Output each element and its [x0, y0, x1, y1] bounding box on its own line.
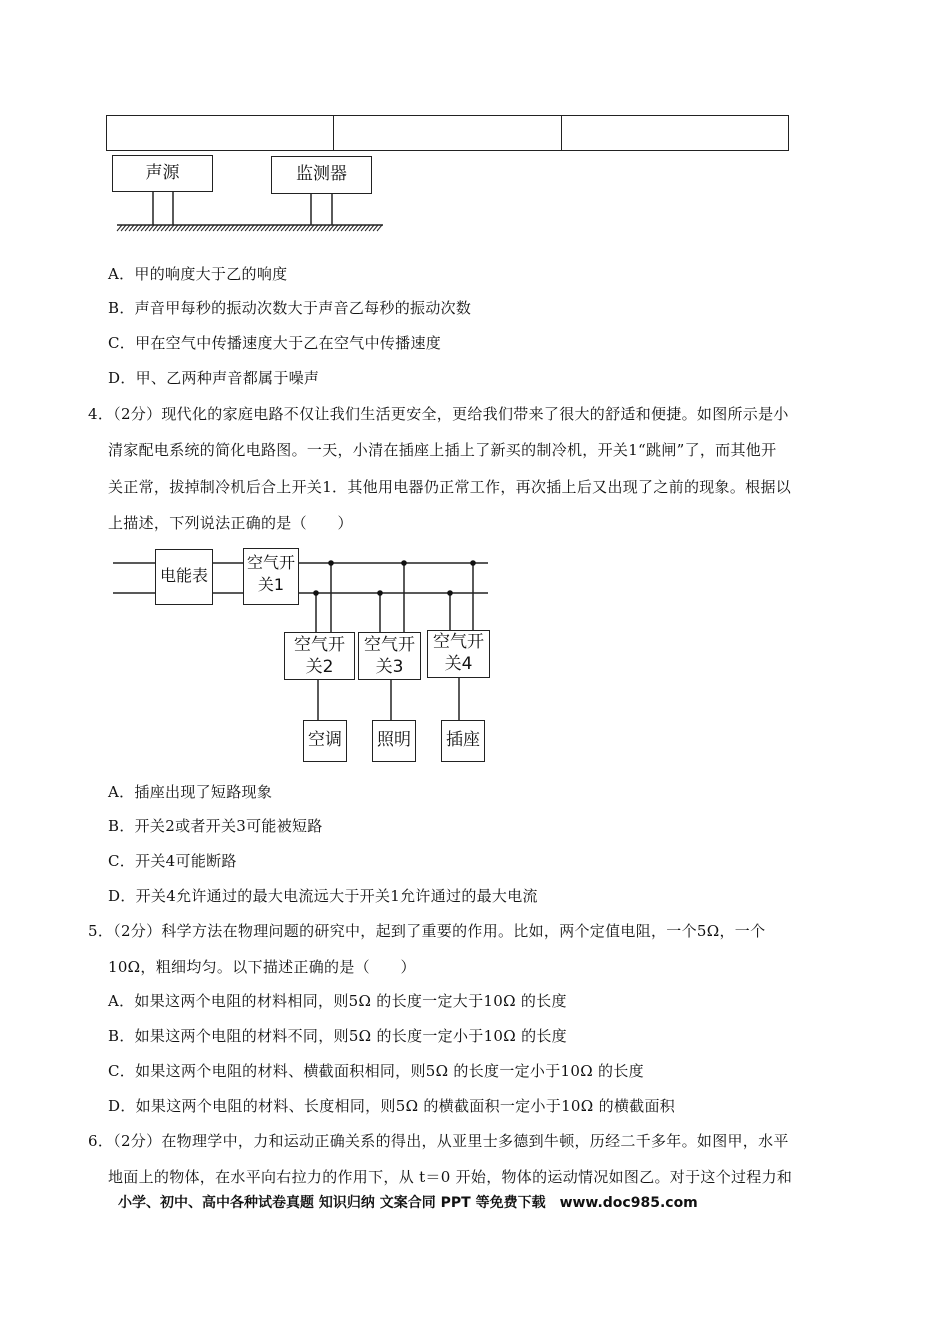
switch-label: 关2: [305, 657, 334, 677]
switch-label: 空气开: [364, 635, 415, 655]
switch-label: 空气开: [433, 632, 484, 652]
switch-label: 空气开: [246, 553, 295, 572]
q4-option-b: B．开关2或者开关3可能被短路: [108, 817, 323, 835]
q5-stem-line: 10Ω，粗细均匀。以下描述正确的是（ ）: [108, 958, 416, 976]
electric-meter-label: 电能表: [159, 566, 208, 585]
q5-option-b: B．如果这两个电阻的材料不同，则5Ω 的长度一定小于10Ω 的长度: [108, 1027, 567, 1045]
q4-option-a: A．插座出现了短路现象: [108, 783, 273, 801]
q3-option-a: A．甲的响度大于乙的响度: [108, 265, 288, 283]
page-footer: 小学、初中、高中各种试卷真题 知识归纳 文案合同 PPT 等免费下载 www.doc985.com: [118, 1195, 698, 1211]
load-label: 插座: [446, 730, 480, 750]
q4-option-c: C．开关4可能断路: [108, 852, 237, 870]
switch-label: 空气开: [294, 635, 345, 655]
q4-option-d: D．开关4允许通过的最大电流远大于开关1允许通过的最大电流: [108, 887, 538, 905]
q4-stem-line: 清家配电系统的简化电路图。一天，小清在插座上插上了新买的制冷机，开关1“跳闸”了，而其他开: [108, 441, 777, 459]
air-switch-4: [427, 630, 490, 678]
sound-source-label: 声源: [145, 163, 180, 183]
q6-stem-line: 地面上的物体，在水平向右拉力的作用下，从 t＝0 开始，物体的运动情况如图乙。对于这个过程力和: [108, 1168, 793, 1186]
load-lighting: [372, 720, 416, 762]
q3-option-c: C．甲在空气中传播速度大于乙在空气中传播速度: [108, 334, 442, 352]
load-socket: [441, 720, 485, 762]
q5-option-d: D．如果这两个电阻的材料、长度相同，则5Ω 的横截面积一定小于10Ω 的横截面积: [108, 1097, 676, 1115]
q4-stem-line: 4．（2分）现代化的家庭电路不仅让我们生活更安全，更给我们带来了很大的舒适和便捷。如图所示是小: [88, 405, 789, 423]
q5-stem-line: 5．（2分）科学方法在物理问题的研究中，起到了重要的作用。比如，两个定值电阻，一个5Ω，一个: [88, 922, 766, 940]
monitor-label: 监测器: [296, 164, 347, 184]
q5-option-c: C．如果这两个电阻的材料、横截面积相同，则5Ω 的长度一定小于10Ω 的长度: [108, 1062, 644, 1080]
switch-label: 关1: [257, 575, 285, 594]
q4-stem-line: 关正常，拔掉制冷机后合上开关1．其他用电器仍正常工作，再次插上后又出现了之前的现象。根据以: [108, 478, 792, 496]
electric-meter-box: [155, 549, 213, 605]
q5-option-a: A．如果这两个电阻的材料相同，则5Ω 的长度一定大于10Ω 的长度: [108, 992, 567, 1010]
q4-stem-line: 上描述，下列说法正确的是（ ）: [108, 514, 353, 532]
q3-option-b: B．声音甲每秒的振动次数大于声音乙每秒的振动次数: [108, 299, 472, 317]
q6-stem-line: 6．（2分）在物理学中，力和运动正确关系的得出，从亚里士多德到牛顿，历经二千多年。如图甲，水平: [88, 1132, 789, 1150]
q3-option-d: D．甲、乙两种声音都属于噪声: [108, 369, 320, 387]
switch-label: 关3: [375, 657, 404, 677]
air-switch-2: [284, 632, 355, 680]
load-air-conditioner: [303, 720, 347, 762]
load-label: 照明: [377, 730, 411, 750]
switch-label: 关4: [444, 654, 473, 674]
air-switch-1: [243, 548, 299, 605]
load-label: 空调: [308, 730, 342, 750]
air-switch-3: [358, 632, 421, 680]
